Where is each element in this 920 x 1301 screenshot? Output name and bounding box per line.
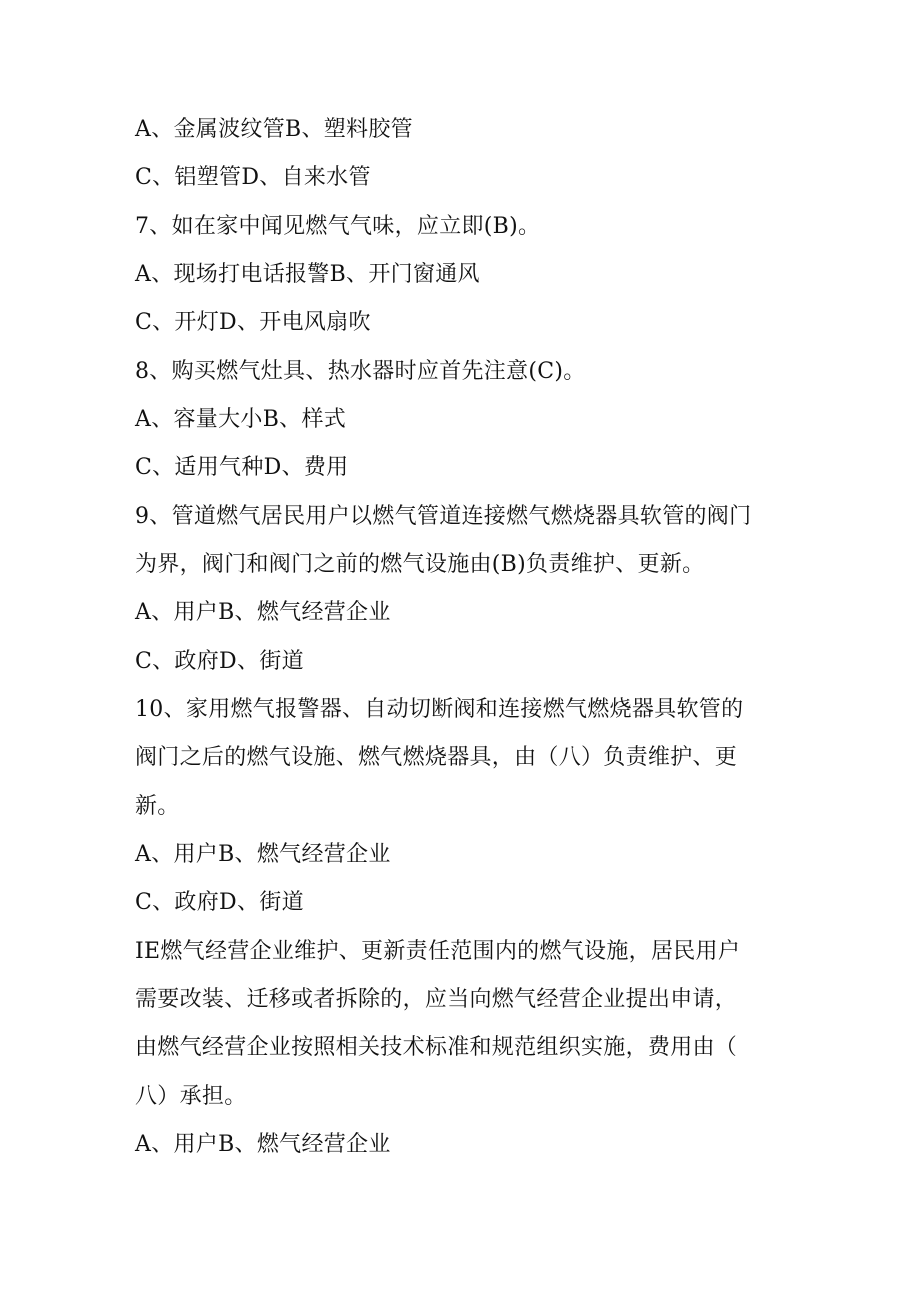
option-line-q6-ab: A、金属波纹管B、塑料胶管 <box>135 117 413 142</box>
option-line-q10-cd: C、政府D、街道 <box>135 890 304 915</box>
question-9-line-2: 为界，阀门和阀门之前的燃气设施由(B)负责维护、更新。 <box>135 552 705 577</box>
option-line-q8-ab: A、容量大小B、样式 <box>135 407 347 432</box>
question-10-line-1: 10、家用燃气报警器、自动切断阀和连接燃气燃烧器具软管的 <box>135 697 744 722</box>
option-line-q7-cd: C、开灯D、开电风扇吹 <box>135 310 371 335</box>
question-10-line-2: 阀门之后的燃气设施、燃气燃烧器具，由（八）负责维护、更 <box>135 745 738 770</box>
question-11-line-2: 需要改装、迁移或者拆除的，应当向燃气经营企业提出申请， <box>135 987 738 1012</box>
option-line-q8-cd: C、适用气种D、费用 <box>135 455 349 480</box>
question-11-line-4: 八）承担。 <box>135 1084 247 1109</box>
question-10-line-3: 新。 <box>135 794 180 819</box>
option-line-q6-cd: C、铝塑管D、自来水管 <box>135 165 371 190</box>
question-9-line-1: 9、管道燃气居民用户以燃气管道连接燃气燃烧器具软管的阀门 <box>135 504 752 529</box>
option-line-q9-cd: C、政府D、街道 <box>135 649 304 674</box>
option-line-q7-ab: A、现场打电话报警B、开门窗通风 <box>135 262 480 287</box>
option-line-q11-ab: A、用户B、燃气经营企业 <box>135 1132 391 1157</box>
option-line-q9-ab: A、用户B、燃气经营企业 <box>135 600 391 625</box>
option-line-q10-ab: A、用户B、燃气经营企业 <box>135 842 391 867</box>
question-11-line-3: 由燃气经营企业按照相关技术标准和规范组织实施，费用由（ <box>135 1035 738 1060</box>
question-7: 7、如在家中闻见燃气气味，应立即(B)。 <box>135 214 541 239</box>
question-8: 8、购买燃气灶具、热水器时应首先注意(C)。 <box>135 359 586 384</box>
question-11-line-1: IE燃气经营企业维护、更新责任范围内的燃气设施，居民用户 <box>135 939 741 964</box>
